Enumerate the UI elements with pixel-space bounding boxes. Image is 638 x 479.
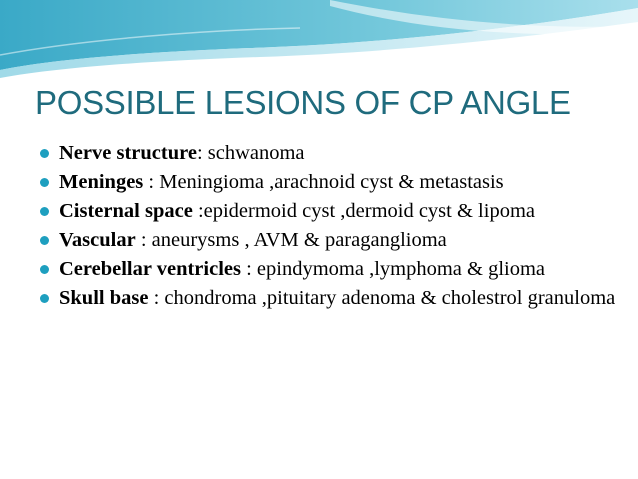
list-item (40, 226, 625, 254)
list-item-term: Vascular (59, 229, 136, 251)
list-item (40, 255, 625, 283)
round-bullet-icon (40, 178, 49, 187)
list-item-term: Meninges (59, 171, 144, 193)
slide-title: POSSIBLE LESIONS OF CP ANGLE (35, 84, 571, 121)
header-wave-decoration (0, 0, 638, 80)
list-item (40, 284, 625, 312)
list-item-text: : epindymoma ,lymphoma & glioma (240, 258, 546, 280)
round-bullet-icon (40, 294, 49, 303)
list-item-text: : chondroma ,pituitary adenoma & cholestrol granuloma (148, 287, 616, 309)
list-item (40, 197, 625, 225)
lesion-list (40, 139, 625, 313)
list-item-term: Nerve structure (59, 142, 197, 164)
round-bullet-icon (40, 236, 49, 245)
list-item-text: : aneurysms , AVM & paraganglioma (135, 229, 447, 251)
round-bullet-icon (40, 265, 49, 274)
list-item-text: :epidermoid cyst ,dermoid cyst & lipoma (192, 200, 535, 222)
list-item-text: : schwanoma (196, 142, 305, 164)
round-bullet-icon (40, 149, 49, 158)
list-item (40, 168, 625, 196)
list-item-term: Cisternal space (59, 200, 193, 222)
list-item-term: Cerebellar ventricles (59, 258, 241, 280)
round-bullet-icon (40, 207, 49, 216)
list-item-term: Skull base (59, 287, 149, 309)
list-item-text: : Meningioma ,arachnoid cyst & metastasis (143, 171, 504, 193)
list-item (40, 139, 625, 167)
